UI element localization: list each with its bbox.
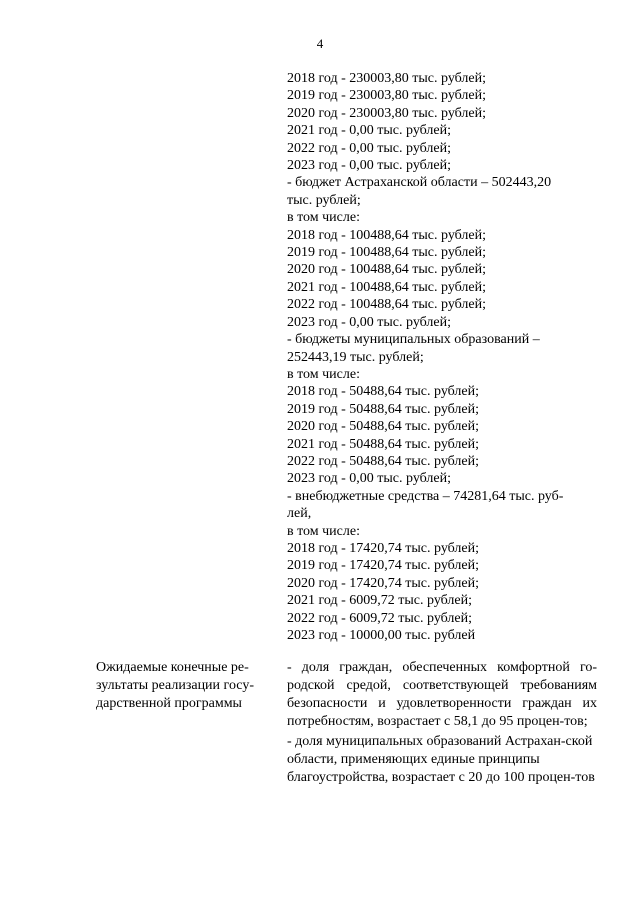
funding-line: 2019 год - 230003,80 тыс. рублей; [287, 88, 487, 104]
funding-line: 2020 год - 230003,80 тыс. рублей; [287, 105, 487, 121]
funding-line: 2023 год - 0,00 тыс. рублей; [287, 158, 452, 174]
funding-line: 2018 год - 230003,80 тыс. рублей; [287, 71, 487, 86]
funding-line: 2020 год - 50488,64 тыс. рублей; [287, 419, 480, 435]
funding-line: в том числе: [287, 210, 360, 226]
expected-results-list [287, 659, 597, 789]
funding-line: 2022 год - 100488,64 тыс. рублей; [287, 297, 487, 313]
funding-line: - бюджет Астраханской области – 502443,20 [287, 175, 552, 191]
funding-line: 2023 год - 0,00 тыс. рублей; [287, 314, 452, 330]
expected-result-item: - доля граждан, обеспеченных комфортной го-родской средой, соответствующей требованиям безопасности и удовлетворенности граждан их потребностям, возрастает с 58,1 до 95 процен-тов; [287, 660, 597, 729]
funding-line: 2018 год - 50488,64 тыс. рублей; [287, 384, 480, 400]
funding-line: в том числе: [287, 523, 360, 539]
funding-line: - внебюджетные средства – 74281,64 тыс. руб- [287, 488, 564, 504]
funding-line: 2021 год - 0,00 тыс. рублей; [287, 123, 452, 139]
funding-line: 2018 год - 17420,74 тыс. рублей; [287, 540, 480, 556]
funding-line: 2020 год - 17420,74 тыс. рублей; [287, 575, 480, 591]
funding-line: 2021 год - 6009,72 тыс. рублей; [287, 593, 473, 609]
funding-line: 2019 год - 17420,74 тыс. рублей; [287, 558, 480, 574]
funding-line: 2019 год - 100488,64 тыс. рублей; [287, 245, 487, 261]
funding-line: тыс. рублей; [287, 192, 361, 208]
funding-line: лей, [287, 506, 312, 522]
funding-line: 2021 год - 100488,64 тыс. рублей; [287, 279, 487, 295]
funding-line: 2023 год - 0,00 тыс. рублей; [287, 471, 452, 487]
funding-line: 2018 год - 100488,64 тыс. рублей; [287, 227, 487, 243]
funding-line: в том числе: [287, 366, 360, 382]
page-number: 4 [316, 36, 324, 51]
funding-line: 2023 год - 10000,00 тыс. рублей [287, 628, 476, 643]
funding-line: 2022 год - 0,00 тыс. рублей; [287, 140, 452, 156]
funding-line: - бюджеты муниципальных образований – [287, 332, 540, 348]
funding-line: 2020 год - 100488,64 тыс. рублей; [287, 262, 487, 278]
funding-line: 2021 год - 50488,64 тыс. рублей; [287, 436, 480, 452]
expected-results-label: Ожидаемые конечные ре-зультаты реализации госу-дарственной программы [96, 660, 254, 711]
expected-result-item: - доля муниципальных образований Астрахан-ской области, применяющих единые принципы благоустройства, возрастает с 20 до 100 процен-тов [287, 734, 595, 785]
funding-breakdown [287, 70, 589, 644]
funding-line: 2022 год - 50488,64 тыс. рублей; [287, 453, 480, 469]
funding-line: 2022 год - 6009,72 тыс. рублей; [287, 610, 473, 626]
funding-line: 2019 год - 50488,64 тыс. рублей; [287, 401, 480, 417]
funding-line: 252443,19 тыс. рублей; [287, 349, 424, 365]
